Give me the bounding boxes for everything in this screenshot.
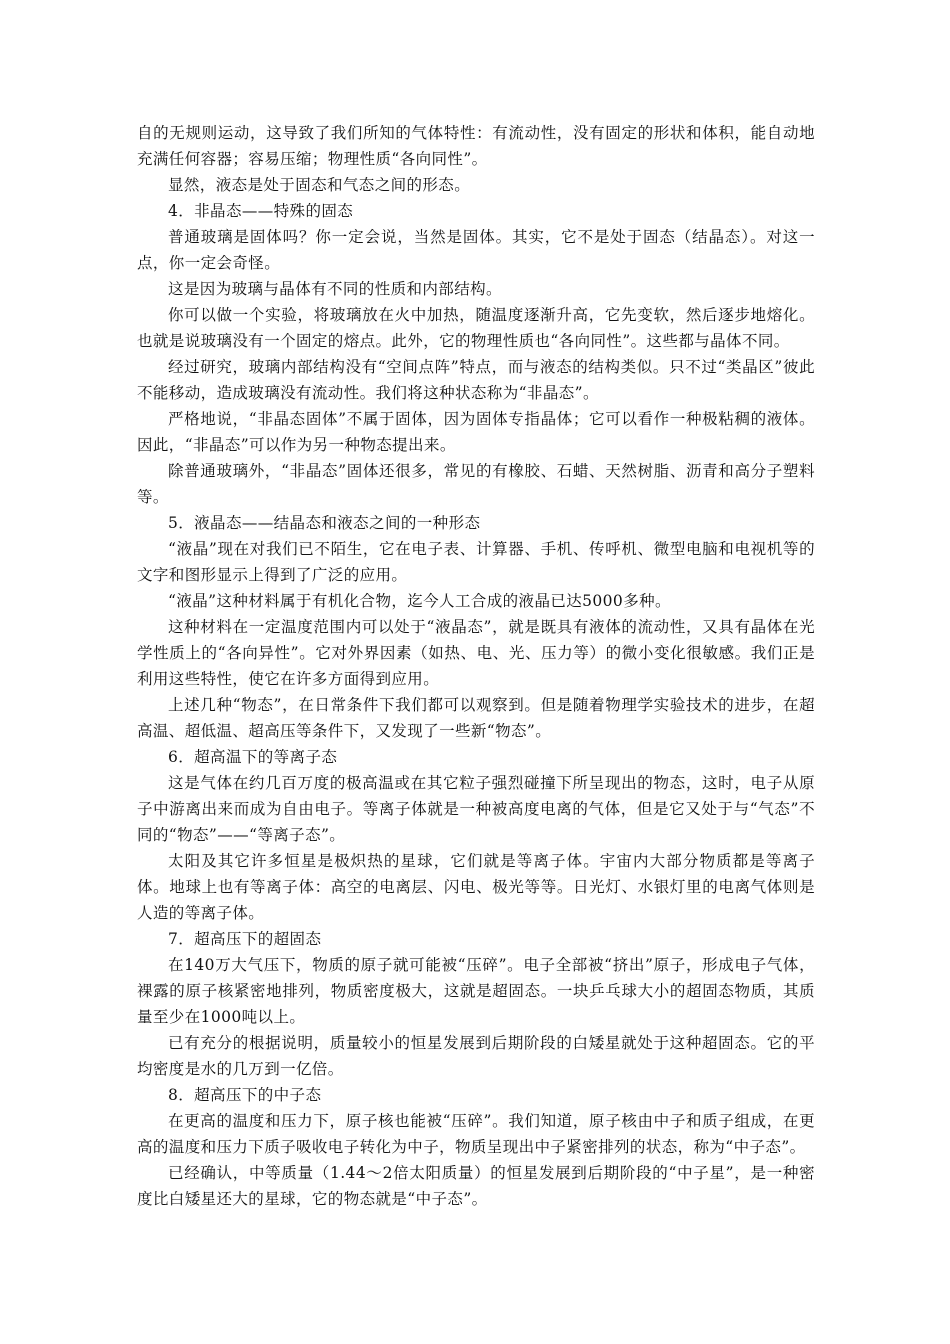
paragraph-amorphous-definition: 严格地说，“非晶态固体”不属于固体，因为固体专指晶体；它可以看作一种极粘稠的液体。因此，“非晶态”可以作为另一种物态提出来。: [137, 410, 815, 454]
section-heading-liquid-crystal: 5．液晶态——结晶态和液态之间的一种形态: [168, 514, 481, 532]
section-heading-neutron: 8．超高压下的中子态: [168, 1086, 322, 1104]
paragraph-glass-experiment: 你可以做一个实验，将玻璃放在火中加热，随温度逐渐升高，它先变软，然后逐步地熔化。也就是说玻璃没有一个固定的熔点。此外，它的物理性质也“各向同性”。这些都与晶体不同。: [137, 306, 815, 350]
paragraph-liquid-crystal-properties: 这种材料在一定温度范围内可以处于“液晶态”，就是既具有液体的流动性，又具有晶体在光学性质上的“各向异性”。它对外界因素（如热、电、光、压力等）的微小变化很敏感。我们正是利用这些特性，使它在许多方面得到应用。: [137, 618, 815, 688]
paragraph-neutron-star: 已经确认，中等质量（1.44～2倍太阳质量）的恒星发展到后期阶段的“中子星”，是一种密度比白矮星还大的星球，它的物态就是“中子态”。: [137, 1164, 815, 1208]
paragraph-liquid-crystal-material: “液晶”这种材料属于有机化合物，迄今人工合成的液晶已达5000多种。: [168, 592, 671, 610]
paragraph-liquid-state: 显然，液态是处于固态和气态之间的形态。: [168, 176, 471, 194]
paragraph-glass-research: 经过研究，玻璃内部结构没有“空间点阵”特点，而与液态的结构类似。只不过“类晶区”彼此不能移动，造成玻璃没有流动性。我们将这种状态称为“非晶态”。: [137, 358, 815, 402]
document-page: [137, 120, 815, 1212]
paragraph-gas-properties: 自的无规则运动，这导致了我们所知的气体特性：有流动性，没有固定的形状和体积，能自动地充满任何容器；容易压缩；物理性质“各向同性”。: [137, 124, 815, 168]
paragraph-neutron-definition: 在更高的温度和压力下，原子核也能被“压碎”。我们知道，原子核由中子和质子组成，在更高的温度和压力下质子吸收电子转化为中子，物质呈现出中子紧密排列的状态，称为“中子态”。: [137, 1112, 815, 1156]
paragraph-plasma-examples: 太阳及其它许多恒星是极炽热的星球，它们就是等离子体。宇宙内大部分物质都是等离子体。地球上也有等离子体：高空的电离层、闪电、极光等等。日光灯、水银灯里的电离气体则是人造的等离子体。: [137, 852, 815, 922]
section-heading-plasma: 6．超高温下的等离子态: [168, 748, 338, 766]
paragraph-superdense-definition: 在140万大气压下，物质的原子就可能被“压碎”。电子全部被“挤出”原子，形成电子气体，裸露的原子核紧密地排列，物质密度极大，这就是超固态。一块乒乓球大小的超固态物质，其质量至少在1000吨以上。: [137, 956, 815, 1026]
paragraph-white-dwarf: 已有充分的根据说明，质量较小的恒星发展到后期阶段的白矮星就处于这种超固态。它的平均密度是水的几万到一亿倍。: [137, 1034, 815, 1078]
paragraph-glass-structure: 这是因为玻璃与晶体有不同的性质和内部结构。: [168, 280, 502, 298]
paragraph-liquid-crystal-uses: “液晶”现在对我们已不陌生，它在电子表、计算器、手机、传呼机、微型电脑和电视机等的文字和图形显示上得到了广泛的应用。: [137, 540, 815, 584]
section-heading-superdense: 7．超高压下的超固态: [168, 930, 322, 948]
paragraph-glass-question: 普通玻璃是固体吗？你一定会说，当然是固体。其实，它不是处于固态（结晶态）。对这一点，你一定会奇怪。: [137, 228, 815, 272]
section-heading-amorphous: 4．非晶态——特殊的固态: [168, 202, 354, 220]
paragraph-new-states: 上述几种“物态”，在日常条件下我们都可以观察到。但是随着物理学实验技术的进步，在超高温、超低温、超高压等条件下，又发现了一些新“物态”。: [137, 696, 815, 740]
paragraph-amorphous-examples: 除普通玻璃外，“非晶态”固体还很多，常见的有橡胶、石蜡、天然树脂、沥青和高分子塑料等。: [137, 462, 815, 506]
paragraph-plasma-definition: 这是气体在约几百万度的极高温或在其它粒子强烈碰撞下所呈现出的物态，这时，电子从原子中游离出来而成为自由电子。等离子体就是一种被高度电离的气体，但是它又处于与“气态”不同的“物态”——“等离子态”。: [137, 774, 815, 844]
